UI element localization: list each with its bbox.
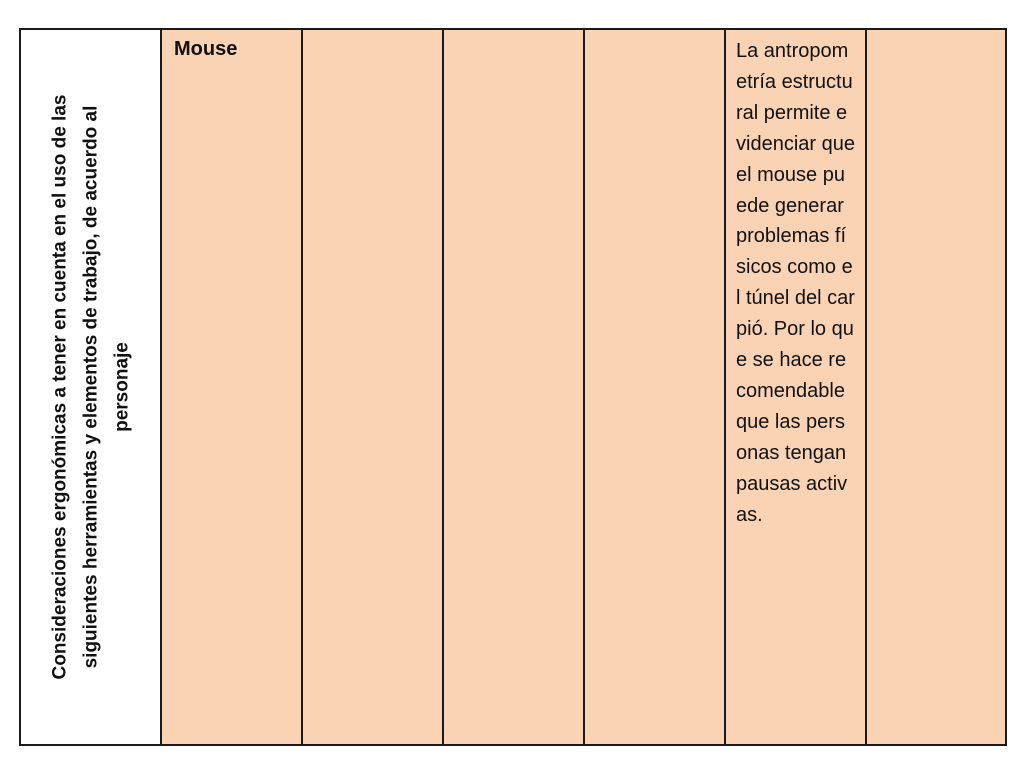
row-header-wrap [44,67,137,707]
item-cell [161,29,302,745]
empty-cell [302,29,443,745]
description-text: La antropometría estructural permite evidenciar que el mouse puede generar problemas físicos como el túnel del carpió. Por lo que se hace recomendable que las personas tengan pausas activas. [736,40,855,526]
item-label: Mouse [174,38,238,60]
empty-cell [443,29,584,745]
table-row [20,29,1006,745]
empty-cell [584,29,725,745]
row-header-cell [20,29,161,745]
row-header-text: Consideraciones ergonómicas a tener en cuenta en el uso de las siguientes herramientas y elementos de trabajo, de acuerdo al personaje [49,94,132,680]
ergonomics-table [19,28,1007,746]
empty-cell [866,29,1006,745]
description-cell [725,29,866,745]
